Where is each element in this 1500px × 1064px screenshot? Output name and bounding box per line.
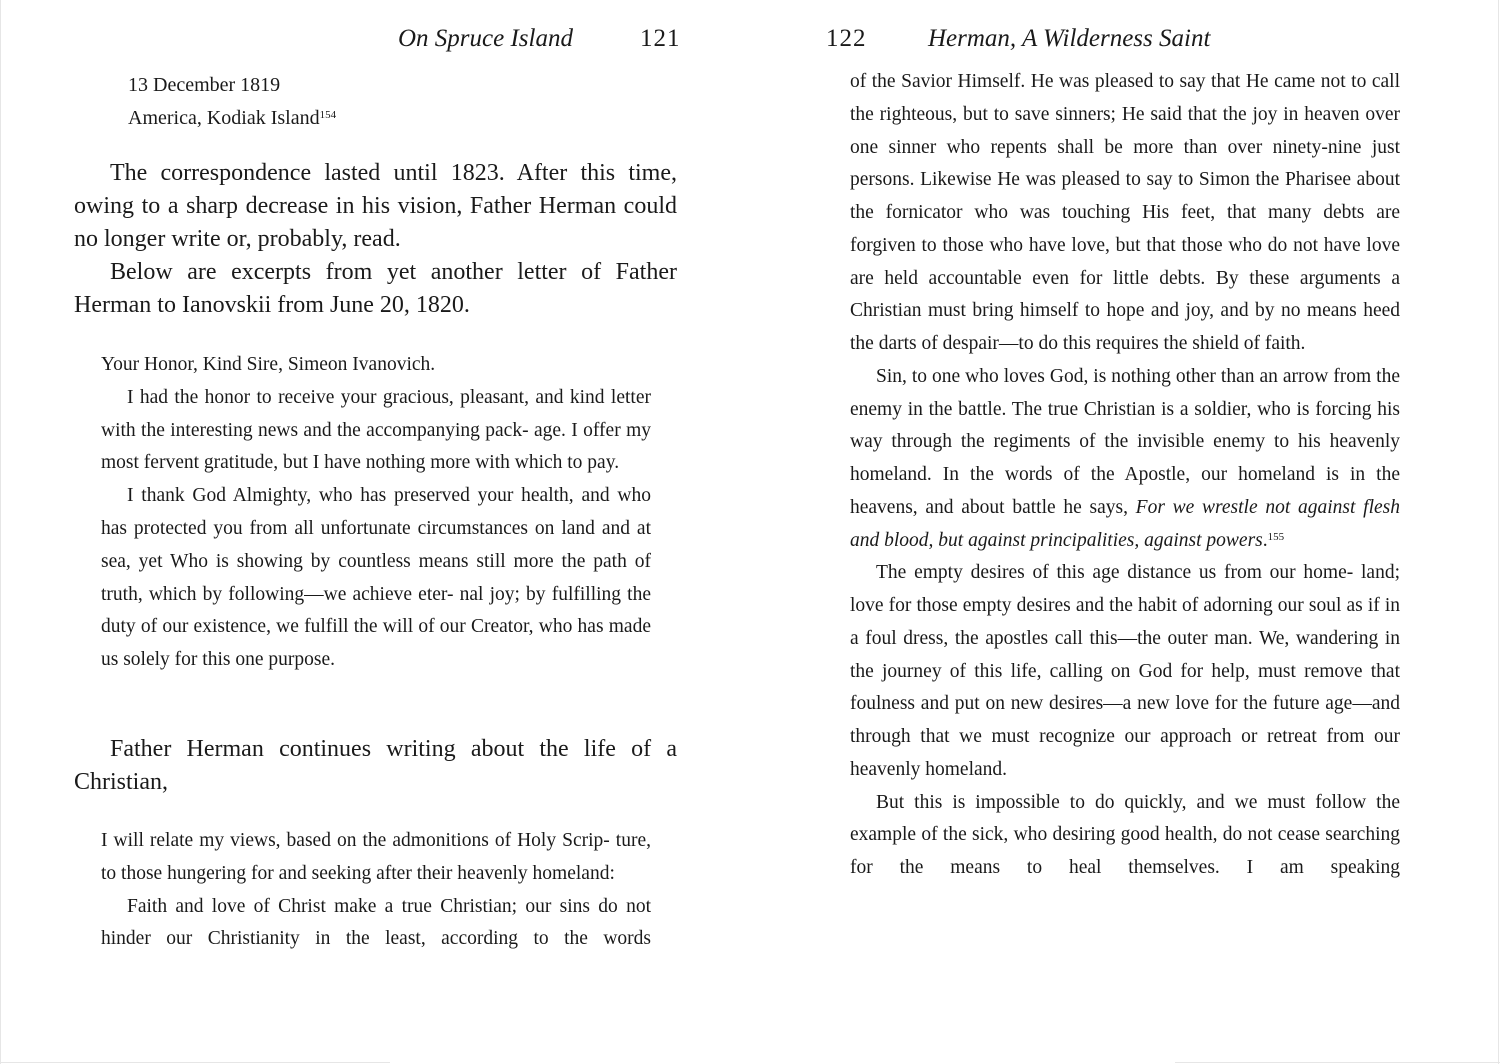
letter-dateline (128, 69, 688, 135)
letter-continuation (850, 66, 1400, 885)
dateline-date: 13 December 1819 (128, 74, 281, 96)
letter-paragraph (850, 361, 1400, 558)
page-number: 122 (826, 25, 867, 52)
dateline-place (128, 102, 688, 135)
page-number: 121 (640, 25, 681, 52)
body-paragraph: Father Herman continues writing about the life of a Christian, (74, 736, 677, 795)
letter-paragraph: I had the honor to receive your gracious, pleasant, and kind letter with the interesting news and the accompanying pack- age. I offer my most fervent gratitude, but I have nothing more with which to pay. (101, 386, 651, 474)
letter-paragraph: I will relate my views, based on the admonitions of Holy Scrip- ture, to those hungering for and seeking after their heavenly homeland: (101, 830, 651, 884)
letter-paragraph: Faith and love of Christ make a true Christian; our sins do not hinder our Christianity in the least, according to the words (101, 895, 651, 950)
narrative-section (74, 733, 677, 799)
body-paragraph: The correspondence lasted until 1823. After this time, owing to a sharp decrease in his vision, Father Herman could no longer write or, probably, read. (74, 160, 677, 252)
letter-paragraph: The empty desires of this age distance us from our home- land; love for those empty desires and the habit of adorning our soul as if in a foul dress, the apostles call this—the outer man. We, wandering in the journey of this life, calling on God for help, must remove that foulness and put on new desires—a new love for the future age—and through that we must recognize our approach or retreat from our heavenly homeland. (850, 562, 1400, 780)
running-title: On Spruce Island (398, 25, 573, 52)
letter-paragraph: of the Savior Himself. He was pleased to say that He came not to call the righteous, but to save sinners; He said that the joy in heaven over one sinner who repents shall be more than over ninety-nine just persons. Likewise He was pleased to say to Simon the Pharisee about the fornicator who was touching His feet, that many debts are forgiven to those who have love, but that those who do not have love are held accountable even for little debts. By these arguments a Christian must bring himself to hope and joy, and by no means heed the darts of despair—to do this requires the shield of faith. (850, 71, 1400, 354)
body-paragraph: Below are excerpts from yet another letter of Father Herman to Ianovskii from June 20, 1820. (74, 259, 677, 318)
right-page (750, 0, 1500, 1064)
letter-paragraph: I thank God Almighty, who has preserved your health, and who has protected you from all unfortunate circumstances on land and at sea, yet Who is showing by countless means still more the path of truth, which by following—we achieve eter- nal joy; by fulfilling the duty of our existence, we fulfill the will of our Creator, who has made us solely for this one purpose. (101, 485, 651, 671)
dateline-place-text: America, Kodiak Island (128, 107, 320, 129)
letter-salutation: Your Honor, Kind Sire, Simeon Ivanovich. (101, 354, 436, 375)
paragraph-text: Sin, to one who loves God, is nothing other than an arrow from the enemy in the battle. The true Christian is a soldier, who is forcing his way through the regiments of the invisible enemy to his heavenly homeland. In the words of the Apostle, our homeland is in the heavens, and about battle he says, (850, 365, 1400, 518)
letter-paragraph: But this is impossible to do quickly, and we must follow the example of the sick, who desiring good health, do not cease searching for the means to heal themselves. I am speaking (850, 791, 1400, 878)
footnote-ref[interactable]: 154 (319, 108, 337, 121)
paragraph-punctuation: . (1262, 529, 1268, 551)
narrative-section (74, 157, 677, 322)
letter-excerpt (101, 349, 651, 677)
running-title: Herman, A Wilderness Saint (928, 25, 1211, 52)
footnote-ref[interactable]: 155 (1267, 530, 1285, 543)
scripture-quote: For we wrestle not against flesh and blood, but against principalities, against powers (850, 496, 1400, 551)
letter-excerpt (101, 825, 651, 956)
